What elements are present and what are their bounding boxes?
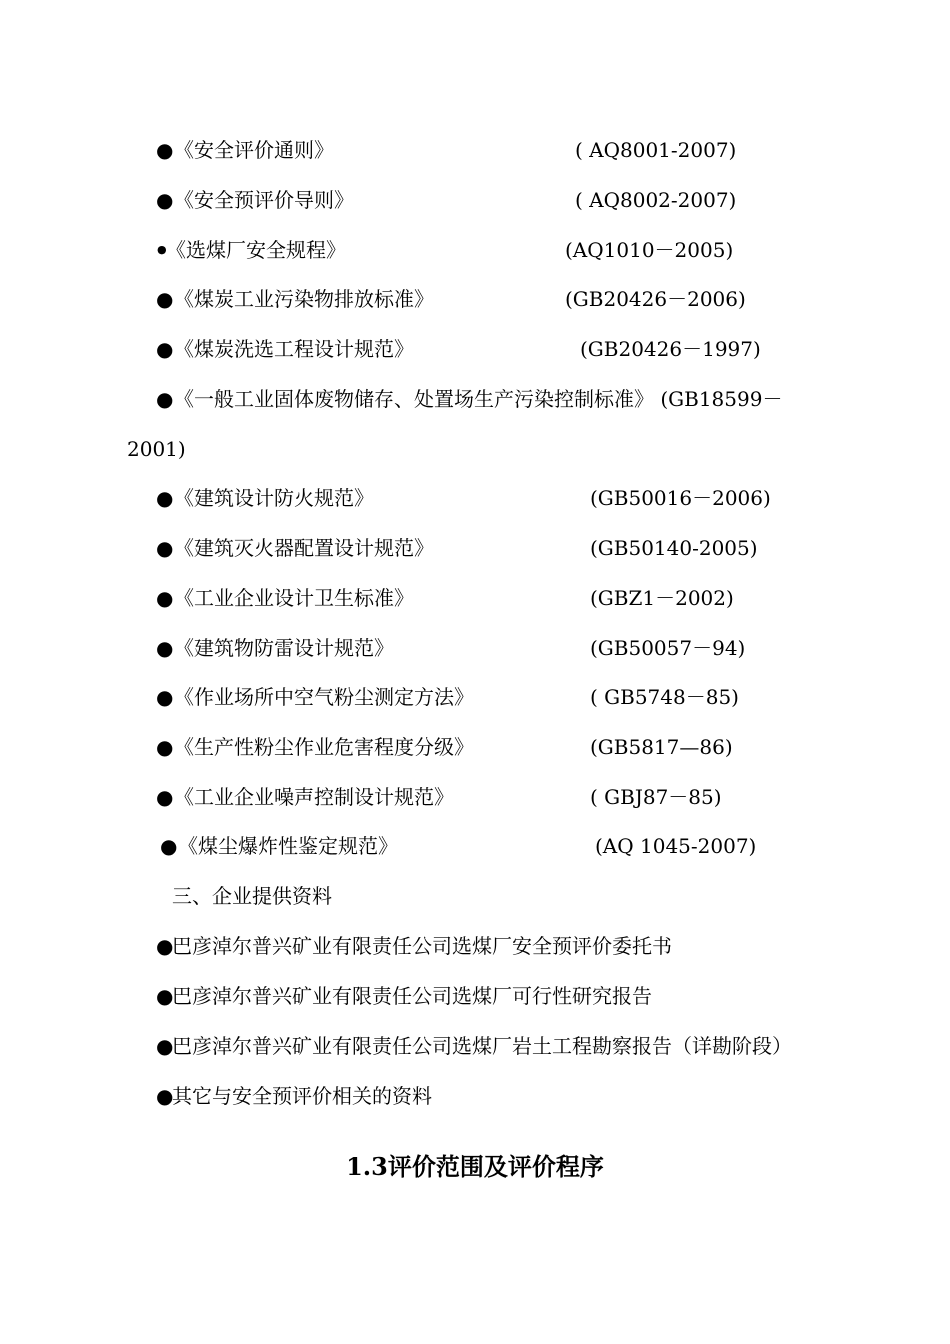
bullet-icon: ● — [156, 1034, 174, 1058]
bullet-icon: ● — [156, 287, 174, 311]
standard-code: (GB50016－2006) — [590, 486, 771, 510]
standard-title: 《工业企业噪声控制设计规范》 — [174, 785, 454, 809]
bullet-icon: ● — [156, 138, 174, 162]
standard-title: 《安全预评价导则》 — [174, 188, 354, 212]
bullet-icon: ● — [156, 536, 174, 560]
standard-title: 《煤炭洗选工程设计规范》 — [174, 337, 414, 361]
standard-title: 《一般工业固体废物储存、处置场生产污染控制标准》 (GB18599－ — [174, 387, 783, 411]
standard-code: (GB20426－1997) — [580, 337, 761, 361]
standard-title: 《选煤厂安全规程》 — [166, 238, 346, 262]
standard-code: ( AQ8002-2007) — [575, 188, 737, 212]
standard-code: (GB20426－2006) — [565, 287, 746, 311]
standard-code: ( GBJ87－85) — [590, 785, 722, 809]
standard-code: (GB50057－94) — [590, 636, 746, 660]
company-doc-text: 巴彦淖尔普兴矿业有限责任公司选煤厂安全预评价委托书 — [172, 934, 672, 958]
company-doc-text: 巴彦淖尔普兴矿业有限责任公司选煤厂可行性研究报告 — [172, 984, 652, 1008]
standard-code: ( AQ8001-2007) — [575, 138, 737, 162]
bullet-icon: ● — [156, 586, 174, 610]
standard-code: (GB50140-2005) — [590, 536, 758, 560]
standard-title: 《生产性粉尘作业危害程度分级》 — [174, 735, 474, 759]
standard-title: 《建筑灭火器配置设计规范》 — [174, 536, 434, 560]
standard-title: 《建筑物防雷设计规范》 — [174, 636, 394, 660]
standard-title: 《建筑设计防火规范》 — [174, 486, 374, 510]
standard-title: 《煤尘爆炸性鉴定规范》 — [178, 834, 398, 858]
standard-title: 《工业企业设计卫生标准》 — [174, 586, 414, 610]
section-heading: 1.3评价范围及评价程序 — [346, 1152, 604, 1181]
standard-code: ( GB5748－85) — [590, 685, 739, 709]
standard-code-continuation: 2001) — [127, 437, 186, 461]
bullet-icon: ● — [156, 1084, 174, 1108]
standard-title: 《煤炭工业污染物排放标准》 — [174, 287, 434, 311]
section-heading-company-docs: 三、企业提供资料 — [172, 884, 332, 908]
bullet-icon: ● — [156, 387, 174, 411]
company-doc-text: 其它与安全预评价相关的资料 — [172, 1084, 432, 1108]
bullet-icon: ● — [156, 188, 174, 212]
company-doc-text: 巴彦淖尔普兴矿业有限责任公司选煤厂岩土工程勘察报告（详勘阶段） — [172, 1034, 792, 1058]
bullet-icon: ● — [156, 486, 174, 510]
bullet-icon: ● — [156, 984, 174, 1008]
bullet-icon: ● — [156, 337, 174, 361]
standard-code: (AQ 1045-2007) — [595, 834, 757, 858]
standard-title: 《安全评价通则》 — [174, 138, 334, 162]
bullet-icon: ● — [156, 785, 174, 809]
standard-code: (GB5817—86) — [590, 735, 733, 759]
bullet-icon: ● — [156, 735, 174, 759]
bullet-icon: ● — [160, 834, 178, 858]
bullet-icon: ● — [156, 636, 174, 660]
standard-code: (GBZ1－2002) — [590, 586, 734, 610]
bullet-icon: ● — [156, 685, 174, 709]
standard-code: (AQ1010－2005) — [565, 238, 734, 262]
bullet-icon: ● — [156, 934, 174, 958]
bullet-icon: ● — [157, 243, 167, 256]
standard-title: 《作业场所中空气粉尘测定方法》 — [174, 685, 474, 709]
